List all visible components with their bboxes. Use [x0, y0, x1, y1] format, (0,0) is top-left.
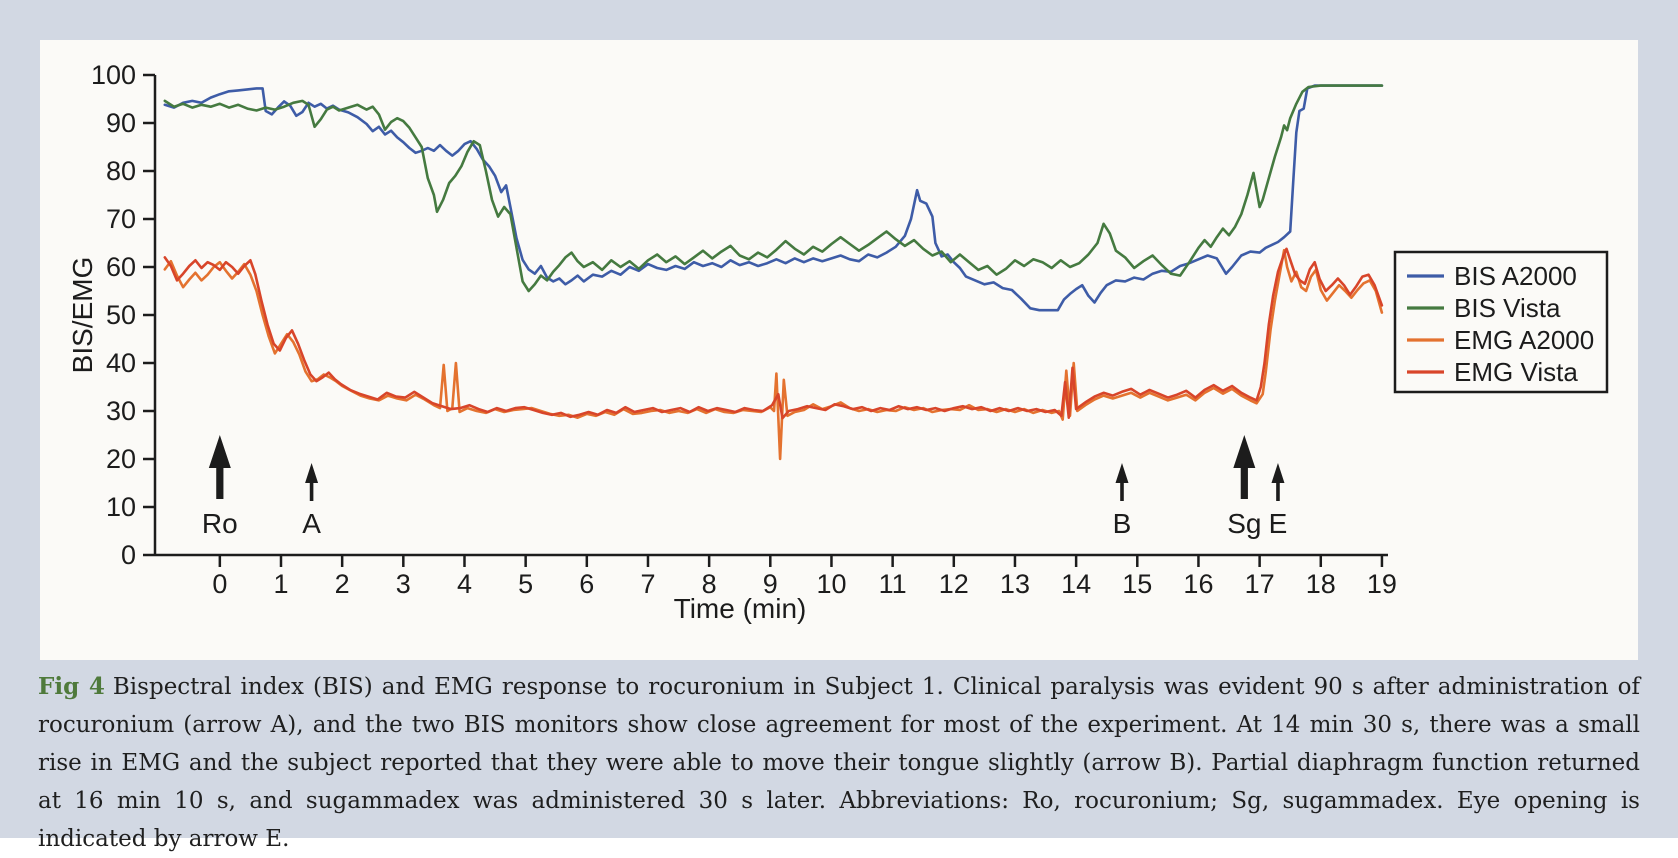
- legend-label: BIS A2000: [1454, 261, 1577, 291]
- x-tick-label: 18: [1305, 569, 1336, 599]
- x-tick-label: 15: [1122, 569, 1153, 599]
- y-tick-label: 20: [105, 444, 136, 474]
- bis-emg-line-chart: [40, 40, 1638, 660]
- axes: [155, 75, 1388, 555]
- y-tick-label: 40: [105, 348, 136, 378]
- x-tick-label: 4: [456, 569, 473, 599]
- event-arrow-label: B: [1112, 508, 1132, 539]
- x-tick-label: 14: [1061, 569, 1092, 599]
- y-tick-label: 90: [105, 108, 136, 138]
- event-arrow-a: [302, 463, 321, 539]
- figure-caption: [38, 668, 1640, 858]
- y-tick-label: 30: [105, 396, 136, 426]
- x-tick-label: 2: [334, 569, 350, 599]
- x-tick-label: 17: [1244, 569, 1275, 599]
- y-axis-title: BIS/EMG: [67, 256, 98, 374]
- event-arrow-label: A: [302, 508, 321, 539]
- x-axis-title: Time (min): [673, 593, 807, 624]
- legend-label: BIS Vista: [1454, 293, 1561, 323]
- x-tick-label: 7: [640, 569, 656, 599]
- series-line-emg-a2000: [165, 250, 1382, 459]
- series-line-bis-a2000: [165, 86, 1382, 311]
- x-tick-label: 6: [579, 569, 595, 599]
- x-tick-label: 13: [999, 569, 1030, 599]
- y-tick-label: 60: [105, 252, 136, 282]
- event-arrow-ro: [202, 435, 238, 539]
- y-tick-label: 0: [120, 540, 136, 570]
- event-arrow-label: Sg: [1227, 508, 1262, 539]
- event-arrow-label: E: [1268, 508, 1288, 539]
- x-tick-label: 8: [701, 569, 717, 599]
- x-tick-label: 0: [212, 569, 228, 599]
- event-arrow-e: [1269, 463, 1288, 539]
- x-tick-label: 16: [1183, 569, 1214, 599]
- x-tick-label: 10: [816, 569, 847, 599]
- figure-caption-label: Fig 4: [38, 673, 105, 700]
- y-tick-label: 80: [105, 156, 136, 186]
- x-tick-label: 9: [762, 569, 778, 599]
- x-tick-label: 12: [938, 569, 969, 599]
- legend-label: EMG A2000: [1454, 325, 1595, 355]
- y-tick-label: 100: [90, 60, 136, 90]
- figure-panel: [40, 40, 1638, 660]
- y-tick-label: 70: [105, 204, 136, 234]
- series-line-emg-vista: [165, 249, 1382, 418]
- x-tick-label: 19: [1366, 569, 1397, 599]
- event-arrow-b: [1113, 463, 1132, 539]
- x-tick-label: 11: [878, 569, 907, 599]
- x-tick-label: 5: [518, 569, 534, 599]
- x-tick-label: 3: [395, 569, 411, 599]
- x-tick-label: 1: [273, 569, 289, 599]
- legend: [1395, 252, 1607, 392]
- event-arrow-label: Ro: [201, 508, 238, 539]
- y-tick-label: 50: [105, 300, 136, 330]
- figure-caption-text: Bispectral index (BIS) and EMG response to rocuronium in Subject 1. Clinical paralysis was evident 90 s after administration of rocuronium (arrow A), and the two BIS monitors show close agreement for most of the experiment. At 14 min 30 s, there was a small rise in EMG and the subject reported that they were able to move their tongue slightly (arrow B). Partial diaphragm function returned at 16 min 10 s, and sugammadex was administered 30 s later. Abbreviations: Ro, rocuronium; Sg, sugammadex. Eye opening is indicated by arrow E.: [38, 674, 1640, 852]
- event-arrow-sg: [1227, 435, 1261, 539]
- y-tick-label: 10: [105, 492, 136, 522]
- legend-label: EMG Vista: [1454, 357, 1578, 387]
- y-axis-ticks: [91, 60, 155, 570]
